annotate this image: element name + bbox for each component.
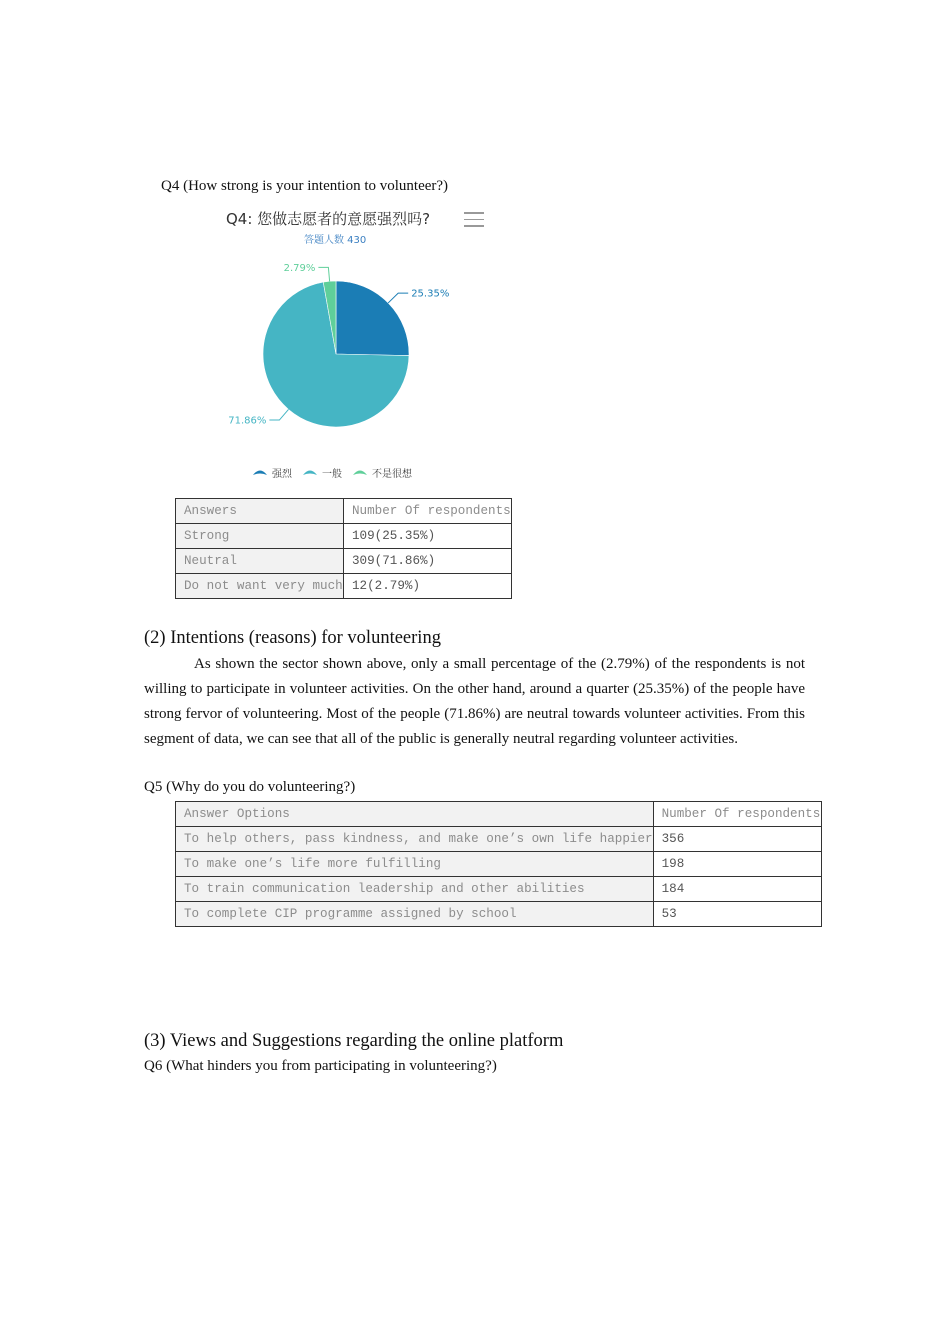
data-label: 2.79% xyxy=(283,262,316,274)
q5-question: Q5 (Why do you do volunteering?) xyxy=(144,779,356,795)
table-cell: Strong xyxy=(176,524,344,549)
legend-item-strong[interactable] xyxy=(252,465,292,480)
table-cell: 309(71.86%) xyxy=(344,549,512,574)
table-header-cell: Number Of respondents xyxy=(653,802,821,827)
leader-line xyxy=(318,267,329,281)
pie-chart-figure xyxy=(200,200,520,490)
legend-label: 强烈 xyxy=(272,469,292,480)
legend-label: 不是很想 xyxy=(372,469,412,480)
table-cell: 109(25.35%) xyxy=(344,524,512,549)
table-header-cell: Answers xyxy=(176,499,344,524)
table-cell: 184 xyxy=(653,877,821,902)
body-paragraph xyxy=(144,652,805,752)
data-label: 71.86% xyxy=(228,415,267,427)
leader-line xyxy=(269,409,288,420)
table-cell: To help others, pass kindness, and make one’s own life happier xyxy=(176,827,654,852)
table-header-row xyxy=(176,802,822,827)
table-row xyxy=(176,877,822,902)
legend-swatch-icon xyxy=(352,468,368,477)
legend-item-not-really[interactable] xyxy=(352,465,412,480)
data-label: 25.35% xyxy=(411,288,450,300)
q6-question: Q6 (What hinders you from participating in volunteering?) xyxy=(144,1058,497,1074)
table-row xyxy=(176,827,822,852)
table-row xyxy=(176,852,822,877)
table-header-cell: Answer Options xyxy=(176,802,654,827)
table-cell: 198 xyxy=(653,852,821,877)
table-row xyxy=(176,574,512,599)
leader-line xyxy=(388,293,408,303)
table-header-row xyxy=(176,499,512,524)
table-cell: Do not want very much xyxy=(176,574,344,599)
q4-question: Q4 (How strong is your intention to volunteer?) xyxy=(161,178,449,194)
table-row xyxy=(176,524,512,549)
table-row xyxy=(176,549,512,574)
table-cell: 356 xyxy=(653,827,821,852)
table-cell: To complete CIP programme assigned by school xyxy=(176,902,654,927)
chart-legend xyxy=(252,465,412,480)
legend-label: 一般 xyxy=(322,469,342,480)
table-cell: Neutral xyxy=(176,549,344,574)
q5-table xyxy=(175,801,822,927)
section-heading: (3) Views and Suggestions regarding the online platform xyxy=(144,1031,564,1051)
chart-subtitle: 答题人数 430 xyxy=(304,235,367,246)
pie-slice[interactable] xyxy=(336,281,409,356)
table-cell: 12(2.79%) xyxy=(344,574,512,599)
legend-swatch-icon xyxy=(302,468,318,477)
paragraph-text: As shown the sector shown above, only a small percentage of the (2.79%) of the respondents is not willing to participate in volunteer activities. On the other hand, around a quarter (25.35%) of the people have strong fervor of volunteering. Most of the people (71.86%) are neutral towards volunteer activities. From this segment of data, we can see that all of the public is generally neutral regarding volunteer activities. xyxy=(144,656,805,747)
table-row xyxy=(176,902,822,927)
table-header-cell: Number Of respondents xyxy=(344,499,512,524)
legend-item-neutral[interactable] xyxy=(302,465,342,480)
section-heading: (2) Intentions (reasons) for volunteering xyxy=(144,628,441,648)
table-cell: To train communication leadership and other abilities xyxy=(176,877,654,902)
table-cell: To make one’s life more fulfilling xyxy=(176,852,654,877)
q4-table xyxy=(175,498,512,599)
pie-chart xyxy=(200,200,520,490)
chart-title: Q4: 您做志愿者的意愿强烈吗? xyxy=(226,210,431,228)
table-cell: 53 xyxy=(653,902,821,927)
legend-swatch-icon xyxy=(252,468,268,477)
